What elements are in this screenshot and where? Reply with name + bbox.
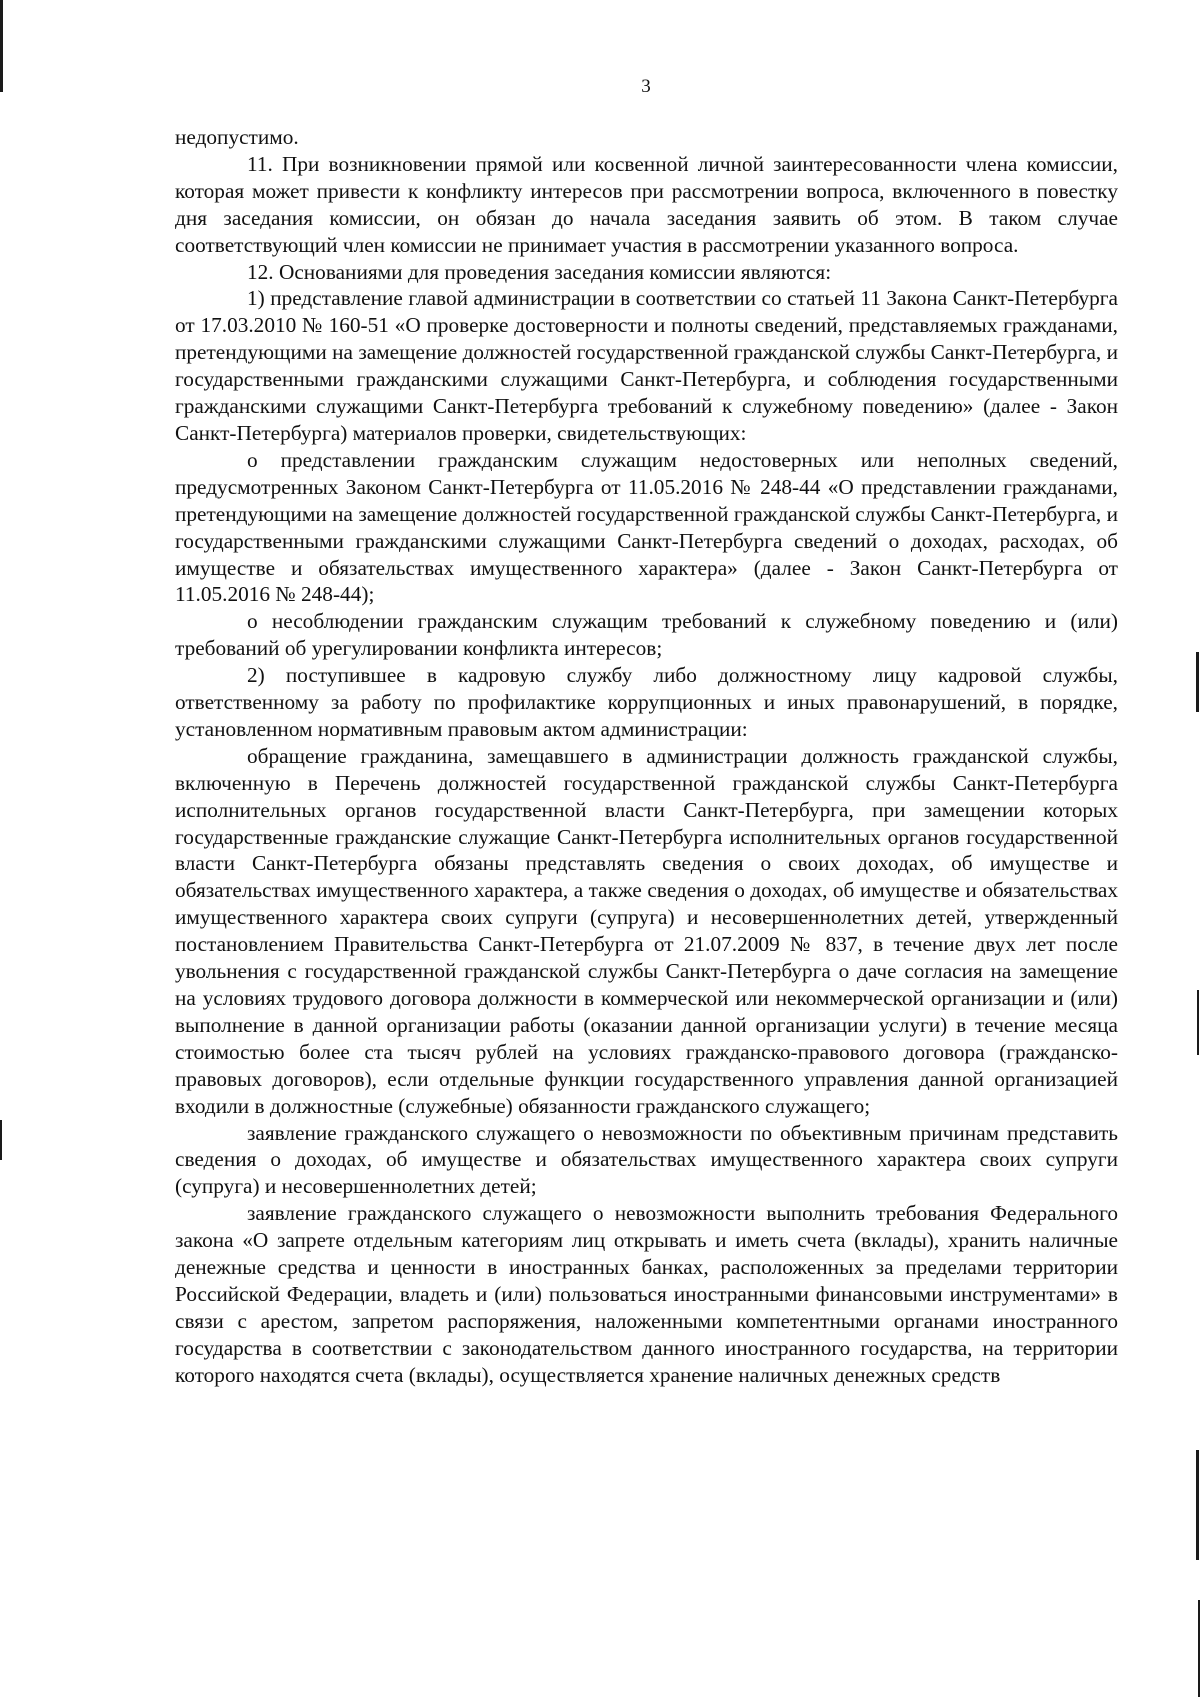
paragraph-subitem-2: 2) поступившее в кадровую службу либо должностному лицу кадровой службы, ответственному за работу по профилактике коррупционных и иных правонарушений, в порядке, установленном нормативным правовым актом администрации: xyxy=(175,663,1118,741)
paragraph-subitem-1: 1) представление главой администрации в соответствии со статьей 11 Закона Санкт-Петербурга от 17.03.2010 № 160-51 «О проверке достоверности и полноты сведений, представляемых гражданами, претендующими на замещение должностей государственной гражданской службы Санкт-Петербурга, и государственными гражданскими служащими Санкт-Петербурга, и соблюдения государственными гражданскими служащими Санкт-Петербурга требований к служебному поведению» (далее - Закон Санкт-Петербурга) материалов проверки, свидетельствующих: xyxy=(175,286,1118,445)
paragraph-foreign-accounts: заявление гражданского служащего о невозможности выполнить требования Федерального закона «О запрете отдельным категориям лиц открывать и иметь счета (вклады), хранить наличные денежные средства и ценности в иностранных банках, расположенных за пределами территории Российской Федерации, владеть и (или) пользоваться иностранными финансовыми инструментами» в связи с арестом, запретом распоряжения, наложенными компетентными органами иностранного государства в соответствии с законодательством данного иностранного государства, на территории которого находятся счета (вклады), осуществляется хранение наличных денежных средств xyxy=(175,1201,1118,1387)
paragraph-continuation: недопустимо. xyxy=(175,125,299,149)
paragraph-false-information: о представлении гражданским служащим недостоверных или неполных сведений, предусмотренных Законом Санкт-Петербурга от 11.05.2016 № 248-44 «О представлении гражданами, претендующими на замещение должностей государственной гражданской службы Санкт-Петербурга, и государственными гражданскими служащими Санкт-Петербурга сведений о доходах, расходах, об имуществе и обязательствах имущественного характера» (далее - Закон Санкт-Петербурга от 11.05.2016 № 248-44); xyxy=(175,447,1118,607)
paragraph-item-11: 11. При возникновении прямой или косвенной личной заинтересованности члена комиссии, которая может привести к конфликту интересов при рассмотрении вопроса, включенного в повестку дня заседания комиссии, он обязан до начала заседания заявить об этом. В таком случае соответствующий член комиссии не принимает участия в рассмотрении указанного вопроса. xyxy=(175,151,1118,257)
page-number: 3 xyxy=(641,76,651,97)
paragraph-citizen-appeal: обращение гражданина, замещавшего в администрации должность гражданской службы, включенную в Перечень должностей государственной гражданской службы Санкт-Петербурга исполнительных органов государственной власти Санкт-Петербурга, при замещении которых государственные гражданские служащие Санкт-Петербурга исполнительных органов государственной власти Санкт-Петербурга обязаны представлять сведения о своих доходах, об имуществе и обязательствах имущественного характера, а также сведения о доходах, об имуществе и обязательствах имущественного характера своих супруги (супруга) и несовершеннолетних детей, утвержденный постановлением Правительства Санкт-Петербурга от 21.07.2009 № 837, в течение двух лет после увольнения с государственной гражданской службы Санкт-Петербурга о даче согласия на замещение на условиях трудового договора должности в коммерческой или некоммерческой организации и (или) выполнение в данной организации работы (оказании данной организации услуги) в течение месяца стоимостью более ста тысяч рублей на условиях гражданско-правового договора (гражданско-правовых договоров), если отдельные функции государственного управления данной организацией входили в должностные (служебные) обязанности гражданского служащего; xyxy=(175,743,1118,1118)
paragraph-item-12: 12. Основаниями для проведения заседания комиссии являются: xyxy=(247,259,832,284)
scan-edge-mark xyxy=(1196,1450,1199,1560)
scan-edge-mark xyxy=(1196,652,1199,712)
scan-edge-mark xyxy=(0,1120,2,1160)
document-body xyxy=(175,124,1118,1389)
paragraph-conduct-violation: о несоблюдении гражданским служащим требований к служебному поведению и (или) требований об урегулировании конфликта интересов; xyxy=(175,609,1118,661)
paragraph-income-statement: заявление гражданского служащего о невозможности по объективным причинам представить сведения о доходах, об имуществе и обязательствах имущественного характера своих супруги (супруга) и несовершеннолетних детей; xyxy=(175,1120,1118,1199)
scan-edge-mark xyxy=(1197,990,1199,1055)
